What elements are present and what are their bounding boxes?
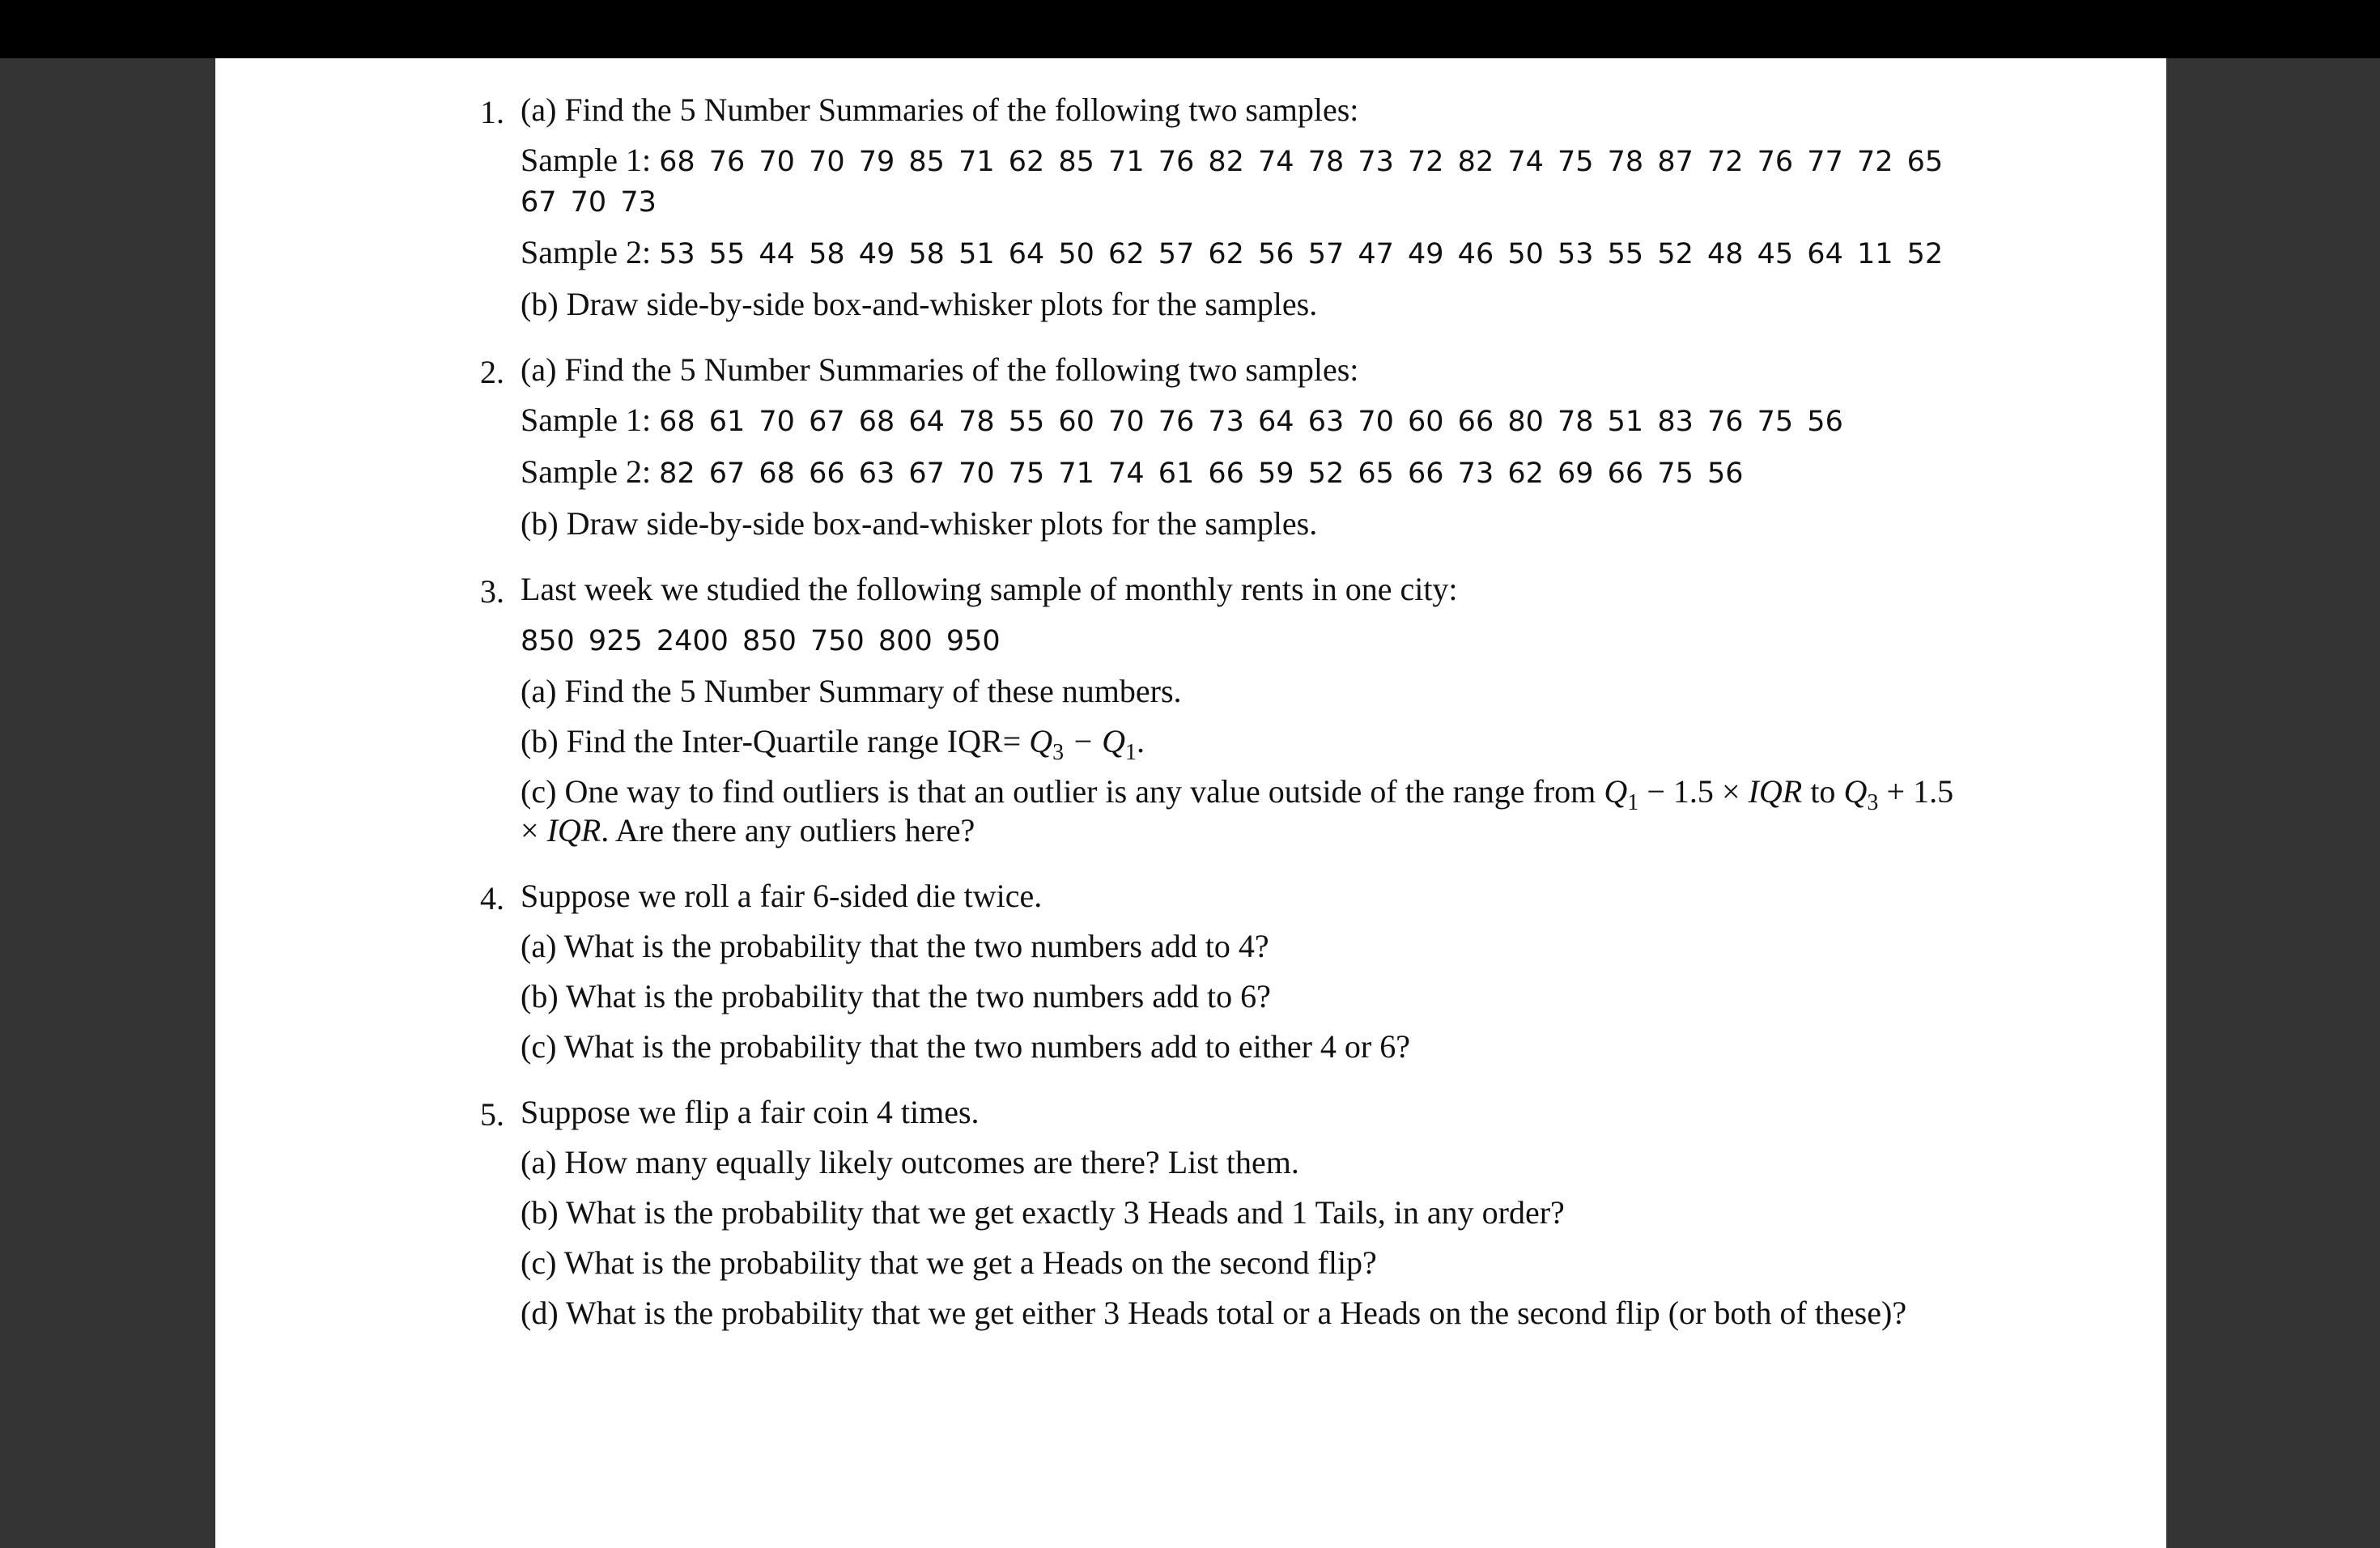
question-part-b: (b) What is the probability that we get exactly 3 Heads and 1 Tails, in any order? — [521, 1194, 1565, 1231]
question-4 — [480, 877, 2180, 1066]
part-c-to: to — [1810, 773, 1836, 810]
sample-values: 68 61 70 67 68 64 78 55 60 70 76 73 64 63 70 60 66 80 78 51 83 76 75 56 — [659, 406, 1843, 438]
question-number: 4. — [480, 880, 504, 916]
part-c-text: (c) One way to find outliers is that an outlier is any value outside of the range from — [521, 773, 1596, 810]
question-intro: Suppose we flip a fair coin 4 times. — [521, 1094, 980, 1130]
question-part-b: (b) Draw side-by-side box-and-whisker plots for the samples. — [521, 505, 1318, 542]
question-intro: Suppose we roll a fair 6-sided die twice. — [521, 878, 1043, 914]
question-part-b: (b) Find the Inter-Quartile range $IQR= Q_3 - Q_1$. — [521, 723, 1145, 765]
sample-label: Sample 1: — [521, 402, 652, 438]
question-1 — [480, 91, 2180, 324]
question-part-a: (a) How many equally likely outcomes are there? List them. — [521, 1144, 1299, 1180]
question-part-a: (a) Find the 5 Number Summaries of the following two samples: — [521, 91, 1359, 128]
lower-fence-formula: $Q_1 - 1.5$ × IQR — [1604, 773, 1803, 815]
sample-values: 82 67 68 66 63 67 70 75 71 74 61 66 59 52 65 66 73 62 69 66 75 56 — [659, 457, 1744, 490]
rent-values: 850 925 2400 850 750 800 950 — [521, 625, 1001, 657]
question-part-b: (b) Draw side-by-side box-and-whisker plots for the samples. — [521, 286, 1318, 322]
sample-label: Sample 2: — [521, 453, 652, 490]
document-page — [215, 58, 2166, 1548]
question-part-c: (c) What is the probability that the two numbers add to either 4 or 6? — [521, 1028, 1410, 1065]
question-2 — [480, 351, 2180, 543]
question-5 — [480, 1093, 2180, 1333]
question-part-c — [521, 772, 1953, 850]
sample-values: 53 55 44 58 49 58 51 64 50 62 57 62 56 57 47 49 46 50 53 55 52 48 45 64 11 52 — [659, 238, 1944, 270]
question-part-d: (d) What is the probability that we get either 3 Heads total or a Heads on the second flip (or both of these)? — [521, 1295, 1907, 1331]
sample-label: Sample 1: — [521, 142, 652, 178]
question-3 — [480, 570, 2180, 850]
question-number: 1. — [480, 94, 504, 130]
part-b-text: (b) Find the Inter-Quartile range IQR= — [521, 723, 1022, 759]
question-part-a: (a) Find the 5 Number Summaries of the following two samples: — [521, 351, 1359, 388]
sample-1 — [521, 401, 1953, 441]
sample-1 — [521, 141, 1953, 222]
question-intro: Last week we studied the following sample of monthly rents in one city: — [521, 571, 1458, 607]
iqr-formula: $Q_3 - Q_1$ — [1029, 723, 1137, 765]
sample-2 — [521, 233, 1953, 274]
problem-list — [480, 91, 2180, 1359]
sample-label: Sample 2: — [521, 234, 652, 270]
question-part-b: (b) What is the probability that the two numbers add to 6? — [521, 978, 1271, 1014]
question-number: 5. — [480, 1096, 504, 1133]
question-part-a: (a) What is the probability that the two numbers add to 4? — [521, 928, 1269, 964]
rent-values-line — [521, 620, 1953, 661]
question-part-c: (c) What is the probability that we get a Heads on the second flip? — [521, 1244, 1377, 1281]
sample-2 — [521, 453, 1953, 493]
question-part-a: (a) Find the 5 Number Summary of these numbers. — [521, 673, 1182, 709]
part-c-question: . Are there any outliers here? — [601, 812, 975, 848]
viewer-top-bar — [0, 0, 2380, 58]
question-number: 2. — [480, 354, 504, 390]
question-number: 3. — [480, 573, 504, 610]
sample-values: 68 76 70 70 79 85 71 62 85 71 76 82 74 78 73 72 82 74 75 78 87 72 76 77 72 65 67 70 73 — [521, 146, 1944, 219]
upper-fence-formula: $Q_3 + 1.5$ × IQR — [521, 773, 1954, 848]
